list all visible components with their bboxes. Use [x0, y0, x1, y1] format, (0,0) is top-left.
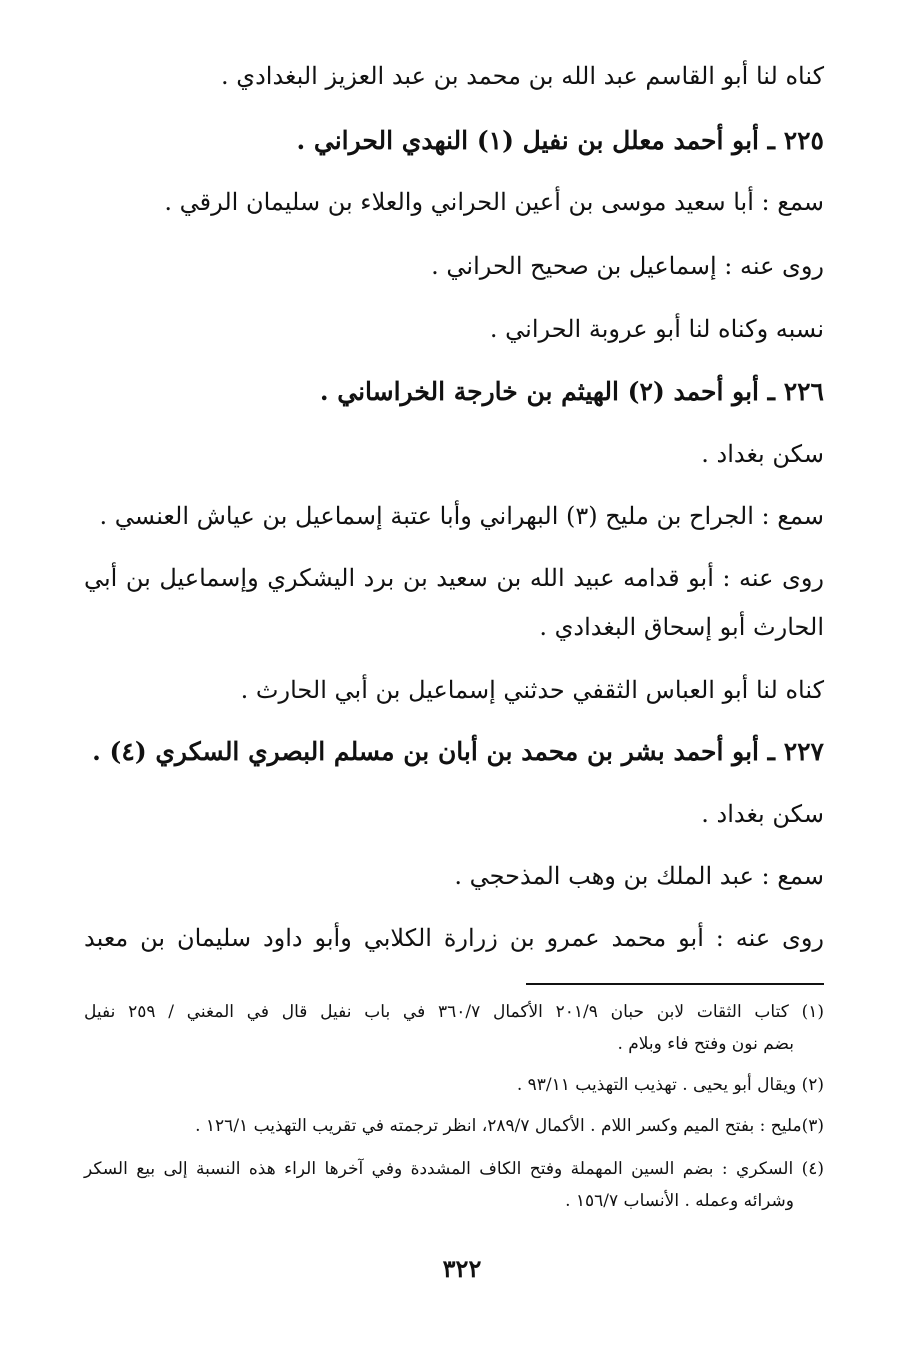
entry-226-resided: سكن بغداد .: [701, 440, 824, 468]
entry-heading-227: ٢٢٧ ـ أبو أحمد بشر بن محمد بن أبان بن مسلم البصري السكري (٤) .: [92, 737, 824, 766]
entry-226-narrated-by-line-1: روى عنه : أبو قدامه عبيد الله بن سعيد بن برد اليشكري وإسماعيل بن أبي: [84, 564, 824, 592]
entry-heading-225: ٢٢٥ ـ أبو أحمد معلل بن نفيل (١) النهدي الحراني .: [296, 126, 824, 155]
footnote-1-line-2: بضم نون وفتح فاء وبلام .: [617, 1034, 794, 1054]
entry-226-narrated-by-line-2: الحارث أبو إسحاق البغدادي .: [539, 613, 824, 641]
entry-226-heard-from: سمع : الجراح بن مليح (٣) البهراني وأبا عتبة إسماعيل بن عياش العنسي .: [99, 502, 824, 530]
footnote-3: (٣)مليح : بفتح الميم وكسر اللام . الأكمال ٢٨٩/٧، انظر ترجمته في تقريب التهذيب ١٢٦/١ .: [195, 1116, 824, 1136]
footnote-4-line-1: (٤) السكري : بضم السين المهملة وفتح الكاف المشددة وفي آخرها الراء هذه النسبة إلى بيع السكر: [84, 1159, 824, 1179]
footnote-4-line-2: وشرائه وعمله . الأنساب ١٥٦/٧ .: [565, 1191, 794, 1211]
footnote-2: (٢) ويقال أبو يحيى . تهذيب التهذيب ٩٣/١١ .: [516, 1075, 824, 1095]
entry-225-narrated-by: روى عنه : إسماعيل بن صحيح الحراني .: [431, 252, 824, 280]
entry-heading-226: ٢٢٦ ـ أبو أحمد (٢) الهيثم بن خارجة الخراساني .: [319, 377, 824, 406]
footnote-separator: [526, 983, 824, 985]
entry-225-heard-from: سمع : أبا سعيد موسى بن أعين الحراني والعلاء بن سليمان الرقي .: [164, 188, 824, 216]
text-line-kunya-abu-qasim: كناه لنا أبو القاسم عبد الله بن محمد بن عبد العزيز البغدادي .: [221, 62, 824, 90]
entry-227-narrated-by: روى عنه : أبو محمد عمرو بن زرارة الكلابي وأبو داود سليمان بن معبد: [84, 924, 824, 952]
entry-227-heard-from: سمع : عبد الملك بن وهب المذحجي .: [454, 862, 824, 890]
entry-227-resided: سكن بغداد .: [701, 800, 824, 828]
entry-226-kunya: كناه لنا أبو العباس الثقفي حدثني إسماعيل بن أبي الحارث .: [240, 676, 824, 704]
page-number: ٣٢٢: [442, 1254, 482, 1283]
footnote-1-line-1: (١) كتاب الثقات لابن حبان ٢٠١/٩ الأكمال ٣٦٠/٧ في باب نفيل قال في المغني / ٢٥٩ نفيل: [84, 1002, 824, 1022]
entry-225-lineage: نسبه وكناه لنا أبو عروبة الحراني .: [489, 315, 824, 343]
